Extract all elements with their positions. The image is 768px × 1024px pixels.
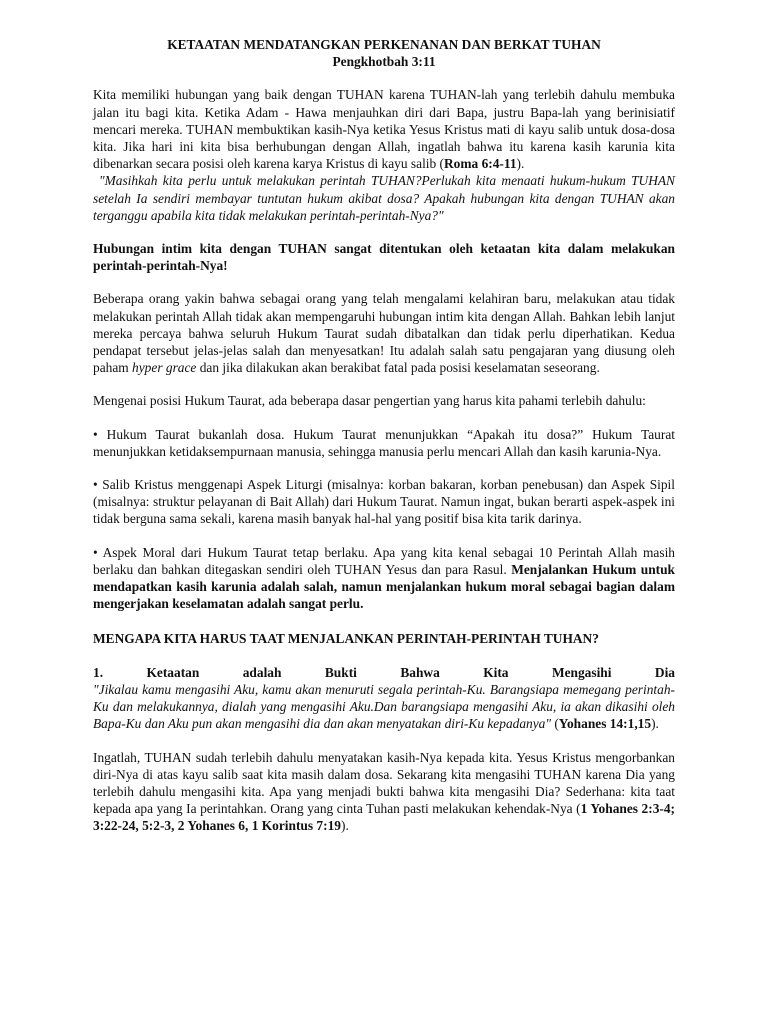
quote-john-text: "Jikalau kamu mengasihi Aku, kamu akan menuruti segala perintah-Ku. Barangsiapa memegang perintah-Ku dan melakukannya, dialah yang mengasihi Aku.Dan barangsiapa mengasihi Aku, ia akan dikasihi oleh Bapa-Ku dan Aku pun akan mengasihi dia dan akan menyatakan diri-Ku kepadanya" (93, 681, 675, 732)
paragraph-love-proof (93, 749, 675, 835)
paragraph-intro-text: Kita memiliki hubungan yang baik dengan TUHAN karena TUHAN-lah yang terlebih dahulu membuka jalan itu bagi kita. Ketika Adam - Hawa menjauhkan diri dari Bapa, justru Bapa-lah yang berinisiatif mencari mereka. TUHAN membuktikan kasih-Nya ketika Yesus Kristus mati di kayu salib untuk dosa-dosa kita. Jika hari ini kita bisa berhubungan dengan Allah, ingatlah bahwa itu karena kasih karunia kita dibenarkan secara posisi oleh karena karya Kristus di kayu salib ( (93, 87, 675, 172)
paragraph-intro-end: ). (516, 156, 525, 172)
paragraph-hyper-grace-text: Beberapa orang yakin bahwa sebagai orang yang telah mengalami kelahiran baru, melakukan atau tidak melakukan perintah Allah tidak akan mempengaruhi hubungan intim kita dengan Allah. Bahkan lebih lanjut mereka percaya bahwa seluruh Hukum Taurat sudah dibatalkan dan tidak perlu diperhatikan. Kedua pendapat tersebut jelas-jelas salah dan menyesatkan! Itu adalah salah satu pengajaran yang diusung oleh paham (93, 291, 675, 376)
section-heading: MENGAPA KITA HARUS TAAT MENJALANKAN PERINTAH-PERINTAH TUHAN? (93, 631, 599, 647)
quote-john (93, 681, 675, 733)
paragraph-hyper-grace-end: dan jika dilakukan akan berakibat fatal pada posisi keselamatan seseorang. (196, 360, 600, 376)
document-title: KETAATAN MENDATANGKAN PERKENANAN DAN BERKAT TUHAN (167, 37, 601, 52)
quote-john-ref: Yohanes 14:1,15 (558, 716, 652, 732)
quote-john-pre: ( (550, 716, 559, 732)
bullet-item-3 (93, 544, 675, 613)
hyper-grace-term: hyper grace (132, 360, 197, 376)
paragraph-love-proof-text: Ingatlah, TUHAN sudah terlebih dahulu menyatakan kasih-Nya kepada kita. Yesus Kristus mengorbankan diri-Nya di atas kayu salib saat kita masih dalam dosa. Sekarang kita mengasihi TUHAN karena Dia yang terlebih dahulu mengasihi kita. Apa yang menjadi bukti bahwa kita mengasihi Dia? Sederhana: kita taat kepada apa yang Ia perintahkan. Orang yang cinta Tuhan pasti melakukan kehendak-Nya ( (93, 749, 675, 817)
paragraph-love-proof-end: ). (340, 818, 349, 834)
bullet-item-3-text: • Aspek Moral dari Hukum Taurat tetap berlaku. Apa yang kita kenal sebagai 10 Perintah Allah masih berlaku dan bahkan ditegaskan sendiri oleh TUHAN Yesus dan para Rasul. (93, 544, 675, 577)
paragraph-intro-ref: Roma 6:4-11 (444, 156, 517, 172)
scripture-reference: Pengkhotbah 3:11 (332, 54, 436, 70)
paragraph-hukum-taurat: Mengenai posisi Hukum Taurat, ada beberapa dasar pengertian yang harus kita pahami terlebih dahulu: (93, 393, 646, 409)
paragraph-intro (93, 86, 675, 172)
bullet-item-2: • Salib Kristus menggenapi Aspek Liturgi (misalnya: korban bakaran, korban penebusan) dan Aspek Sipil (misalnya: struktur pelayanan di Bait Allah) dari Hukum Taurat. Namun ingat, bukan berarti aspek-aspek ini tidak berguna sama sekali, karena masih banyak hal-hal yang positif bisa kita tarik darinya. (93, 477, 675, 527)
paragraph-hyper-grace (93, 290, 675, 376)
bullet-item-1: • Hukum Taurat bukanlah dosa. Hukum Taurat menunjukkan “Apakah itu dosa?” Hukum Taurat menunjukkan ketidaksempurnaan manusia, sehingga manusia perlu mencari Allah dan kasih karunia-Nya. (93, 426, 675, 459)
bullet-item-3-bold: Menjalankan Hukum untuk mendapatkan kasih karunia adalah salah, namun menjalankan hukum moral sebagai bagian dalam mengerjakan keselamatan adalah sangat perlu. (93, 561, 675, 612)
paragraph-love-proof-ref: 1 Yohanes 2:3-4; 3:22-24, 5:2-3, 2 Yohanes 6, 1 Korintus 7:19 (93, 801, 676, 834)
quote-john-end: ). (651, 716, 659, 732)
quote-question: "Masihkah kita perlu untuk melakukan perintah TUHAN?Perlukah kita menaati hukum-hukum TUHAN setelah Ia sendiri membayar tuntutan hukum akibat dosa? Apakah hubungan kita dengan TUHAN akan terganggu apabila kita tidak melakukan perintah-perintah-Nya?" (93, 173, 675, 223)
numbered-heading-1: 1. Ketaatan adalah Bukti Bahwa Kita Mengasihi Dia (93, 664, 675, 680)
bold-statement: Hubungan intim kita dengan TUHAN sangat ditentukan oleh ketaatan kita dalam melakukan perintah-perintah-Nya! (93, 241, 675, 274)
